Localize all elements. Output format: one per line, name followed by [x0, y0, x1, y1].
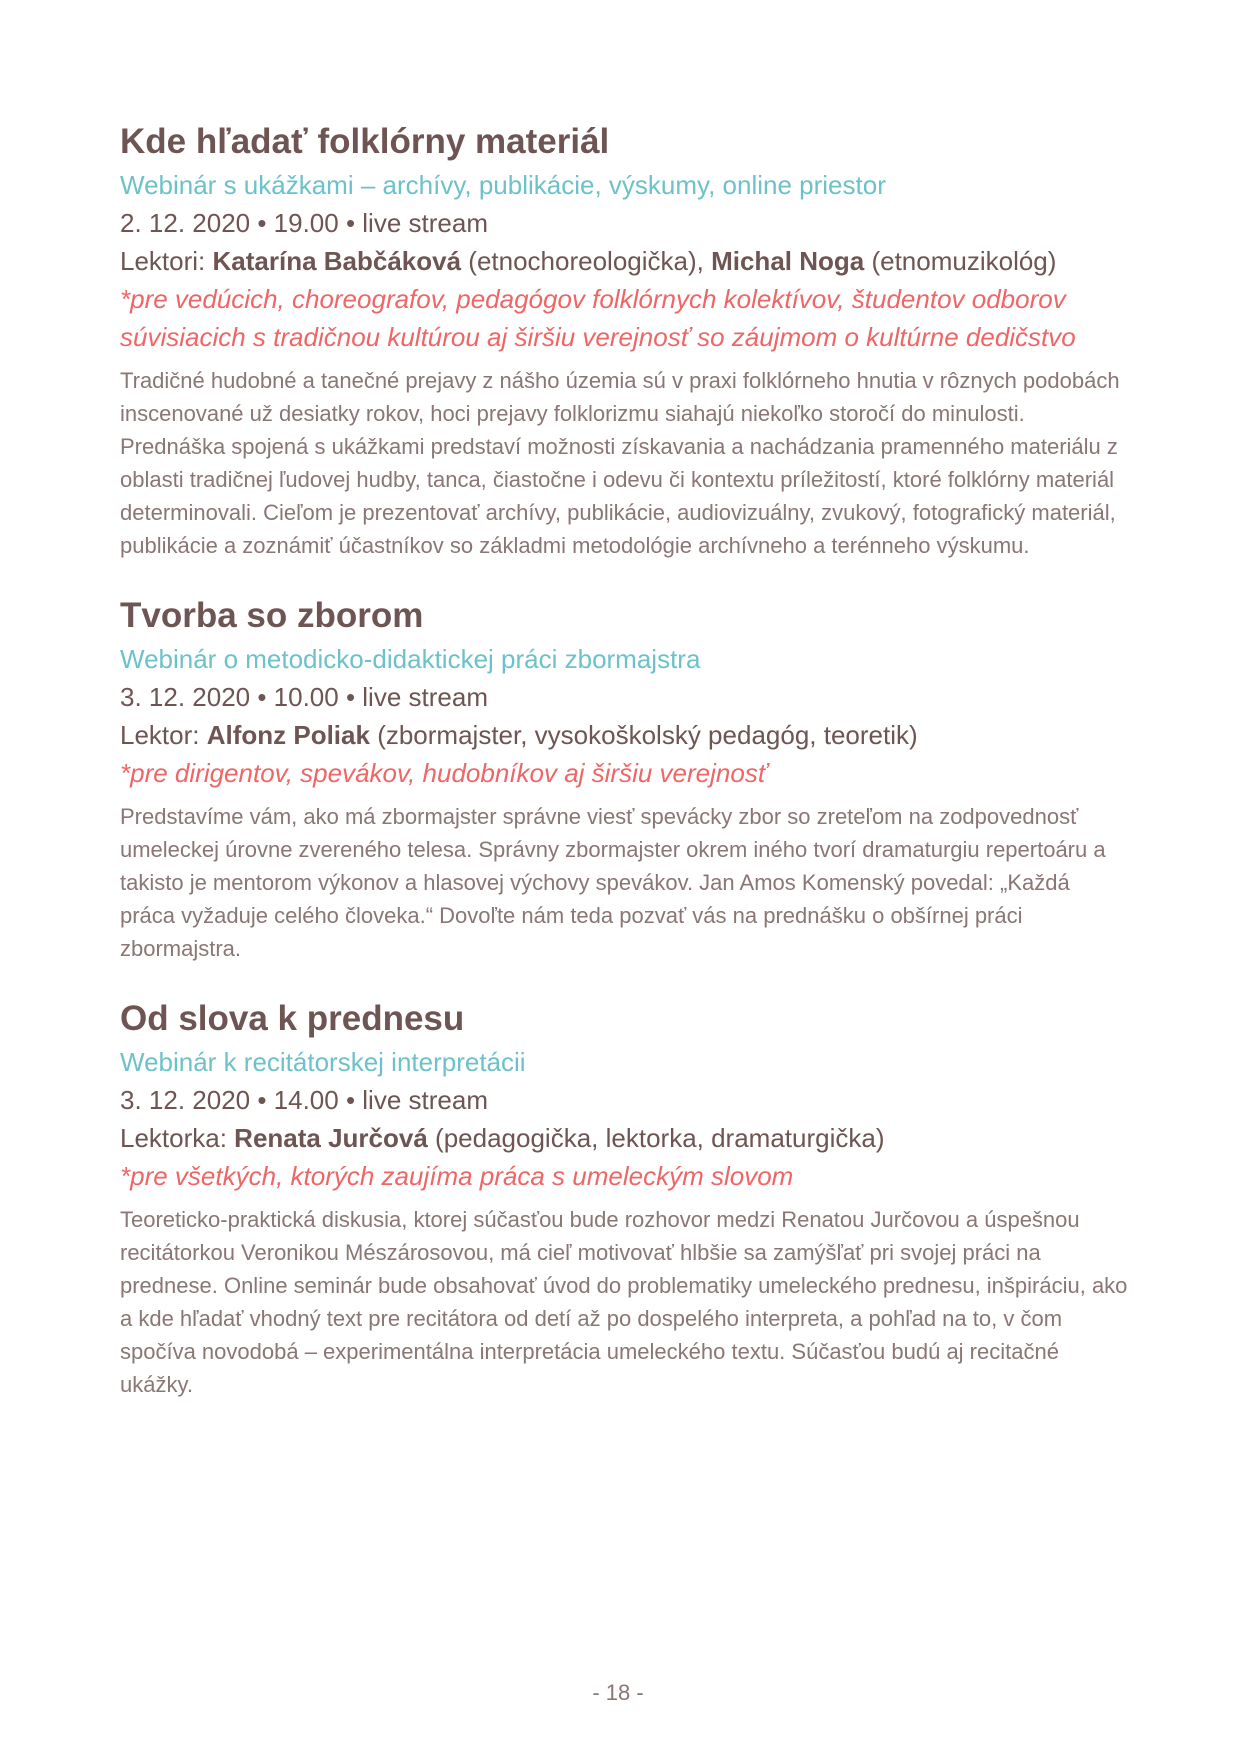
page-content	[120, 118, 1130, 1401]
lecturer-name: Renata Jurčová	[234, 1123, 428, 1153]
event-subtitle: Webinár s ukážkami – archívy, publikácie, výskumy, online priestor	[120, 170, 886, 200]
event-description: Teoreticko-praktická diskusia, ktorej súčasťou bude rozhovor medzi Renatou Jurčovou a úspešnou recitátorkou Veronikou Mészárosovou, má cieľ motivovať hlbšie sa zamýšľať pri svojej práci na prednese. Online seminár bude obsahovať úvod do problematiky umeleckého prednesu, inšpiráciu, ako a kde hľadať vhodný text pre recitátora od detí až po dospelého interpreta, a pohľad na to, v čom spočíva novodobá – experimentálna interpretácia umeleckého textu. Súčasťou budú aj recitačné ukážky.	[120, 1207, 1128, 1397]
event-description: Predstavíme vám, ako má zbormajster správne viesť spevácky zbor so zreteľom na zodpovednosť umeleckej úrovne zvereného telesa. Správny zbormajster okrem iného tvorí dramaturgiu repertoáru a takisto je mentorom výkonov a hlasovej výchovy spevákov. Jan Amos Komenský povedal: „Každá práca vyžaduje celého človeka.“ Dovoľte nám teda pozvať vás na prednášku o obšírnej práci zbormajstra.	[120, 804, 1106, 961]
event-subtitle: Webinár o metodicko-didaktickej práci zbormajstra	[120, 644, 701, 674]
lecturer-name: Alfonz Poliak	[206, 720, 370, 750]
event-audience: *pre všetkých, ktorých zaujíma práca s umeleckým slovom	[120, 1161, 794, 1191]
event-title: Od slova k prednesu	[120, 999, 465, 1038]
lecturer-role: (etnomuzikológ)	[864, 246, 1057, 276]
event-description: Tradičné hudobné a tanečné prejavy z nášho územia sú v praxi folklórneho hnutia v rôznych podobách inscenované už desiatky rokov, hoci prejavy folklorizmu siahajú niekoľko storočí do minulosti. Prednáška spojená s ukážkami predstaví možnosti získavania a nachádzania pramenného materiálu z oblasti tradičnej ľudovej hudby, tanca, čiastočne i odevu či kontextu príležitostí, ktoré folklórny materiál determinovali. Cieľom je prezentovať archívy, publikácie, audiovizuálny, zvukový, fotografický materiál, publikácie a zoznámiť účastníkov so základmi metodológie archívneho a terénneho výskumu.	[120, 368, 1120, 558]
lecturer-name: Michal Noga	[711, 246, 865, 276]
event-datetime: 3. 12. 2020 • 14.00 • live stream	[120, 1085, 488, 1115]
event-audience: *pre dirigentov, spevákov, hudobníkov aj širšiu verejnosť	[120, 758, 768, 788]
event-choir-work	[120, 592, 1130, 965]
lecturers-prefix: Lektor:	[120, 720, 207, 750]
event-datetime: 3. 12. 2020 • 10.00 • live stream	[120, 682, 488, 712]
event-lecturers	[120, 716, 1130, 754]
lecturer-role: (pedagogička, lektorka, dramaturgička)	[427, 1123, 885, 1153]
lecturers-prefix: Lektorka:	[120, 1123, 235, 1153]
event-lecturers	[120, 242, 1130, 280]
lecturer-name: Katarína Babčáková	[212, 246, 462, 276]
event-folklore-material	[120, 118, 1130, 562]
page-number: - 18 -	[592, 1680, 644, 1705]
event-title: Tvorba so zborom	[120, 596, 424, 635]
event-audience: *pre vedúcich, choreografov, pedagógov folklórnych kolektívov, študentov odborov súvisiacich s tradičnou kultúrou aj širšiu verejnosť so záujmom o kultúrne dedičstvo	[120, 284, 1076, 352]
event-recitation	[120, 995, 1130, 1401]
event-subtitle: Webinár k recitátorskej interpretácii	[120, 1047, 526, 1077]
event-lecturers	[120, 1119, 1130, 1157]
lecturer-role: (etnochoreologička),	[461, 246, 712, 276]
event-datetime: 2. 12. 2020 • 19.00 • live stream	[120, 208, 488, 238]
event-title: Kde hľadať folklórny materiál	[120, 122, 610, 161]
lecturers-prefix: Lektori:	[120, 246, 213, 276]
lecturer-role: (zbormajster, vysokoškolský pedagóg, teoretik)	[369, 720, 918, 750]
